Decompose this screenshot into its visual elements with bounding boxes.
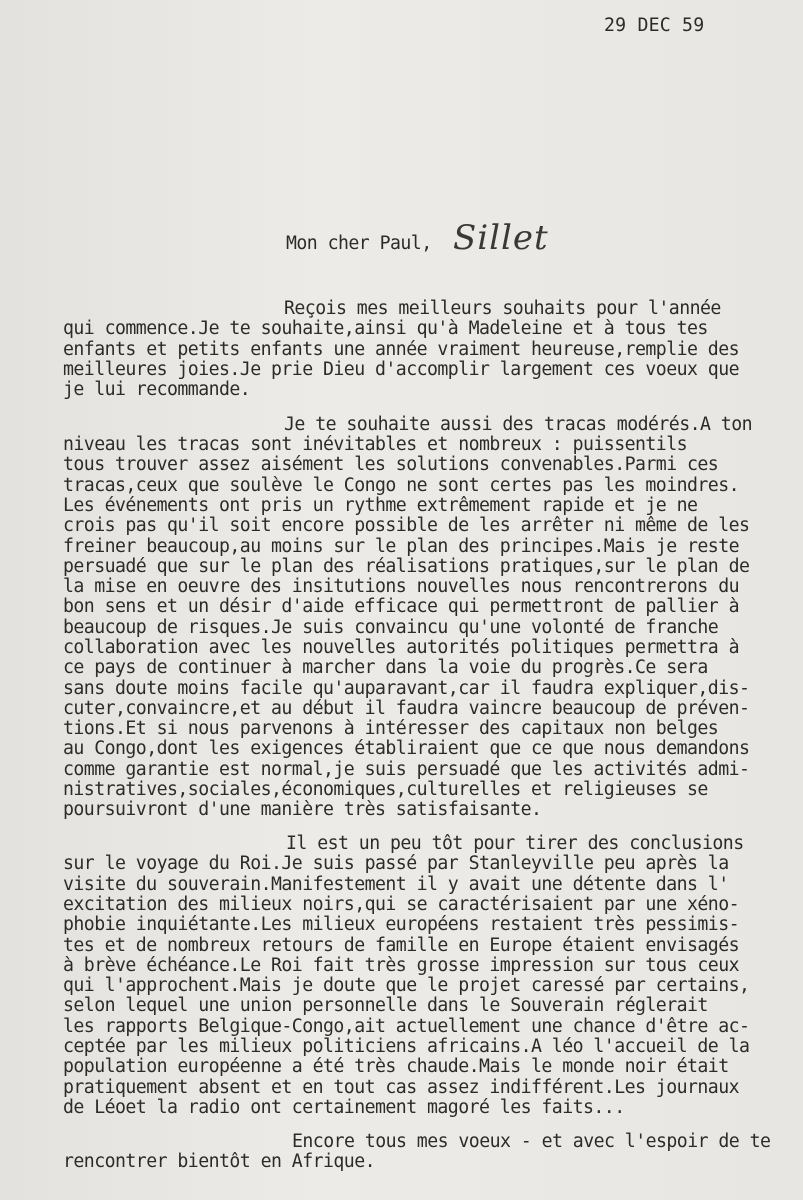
body-line: collaboration avec les nouvelles autorités politiques permettra à <box>63 637 739 658</box>
body-line: comme garantie est normal,je suis persuadé que les activités admi- <box>63 759 750 780</box>
body-line: à brève échéance.Le Roi fait très grosse impression sur tous ceux <box>63 955 739 976</box>
body-line: phobie inquiétante.Les milieux européens restaient très pessimis- <box>63 914 739 935</box>
body-line: sur le voyage du Roi.Je suis passé par Stanleyville peu après la <box>63 853 729 874</box>
body-line: Reçois mes meilleurs souhaits pour l'année <box>284 298 721 319</box>
body-line: je lui recommande. <box>63 379 251 400</box>
body-line: au Congo,dont les exigences établiraient que ce que nous demandons <box>63 738 750 759</box>
body-line: Je te souhaite aussi des tracas modérés.A ton <box>284 414 752 435</box>
body-line: qui l'approchent.Mais je doute que le projet caressé par certains, <box>63 975 750 996</box>
body-line: cuter,convaincre,et au début il faudra vaincre beaucoup de préven- <box>63 698 750 719</box>
body-line: les rapports Belgique-Congo,ait actuellement une chance d'être ac- <box>63 1016 750 1037</box>
body-line: tracas,ceux que soulève le Congo ne sont certes pas les moindres. <box>63 475 739 496</box>
body-line: de Léoet la radio ont certainement magoré les faits... <box>63 1097 625 1118</box>
letter-date: 29 DEC 59 <box>604 15 705 36</box>
body-line: tions.Et si nous parvenons à intéresser des capitaux non belges <box>63 718 719 739</box>
body-line: population européenne a été très chaude.Mais le monde noir était <box>63 1056 729 1077</box>
body-line: Les événements ont pris un rythme extrêmement rapide et je ne <box>63 495 698 516</box>
body-line: qui commence.Je te souhaite,ainsi qu'à Madeleine et à tous tes <box>63 318 708 339</box>
body-line: Encore tous mes voeux - et avec l'espoir de te <box>292 1131 771 1152</box>
body-line: ceptée par les milieux politiciens africains.A léo l'accueil de la <box>63 1036 750 1057</box>
body-line: rencontrer bientôt en Afrique. <box>63 1151 375 1172</box>
body-line: niveau les tracas sont inévitables et nombreux : puissentils <box>63 434 687 455</box>
body-line: Il est un peu tôt pour tirer des conclusions <box>286 833 744 854</box>
body-line: sans doute moins facile qu'auparavant,car il faudra expliquer,dis- <box>63 678 750 699</box>
body-line: persuadé que sur le plan des réalisations pratiques,sur le plan de <box>63 556 750 577</box>
body-line: excitation des milieux noirs,qui se caractérisaient par une xéno- <box>63 894 739 915</box>
body-line: la mise en oeuvre des insitutions nouvelles nous rencontrerons du <box>63 576 739 597</box>
body-line: meilleures joies.Je prie Dieu d'accomplir largement ces voeux que <box>63 359 739 380</box>
body-line: ce pays de continuer à marcher dans la voie du progrès.Ce sera <box>63 657 708 678</box>
body-line: freiner beaucoup,au moins sur le plan des principes.Mais je reste <box>63 536 739 557</box>
body-line: pratiquement absent et en tout cas assez indifférent.Les journaux <box>63 1077 739 1098</box>
body-line: tes et de nombreux retours de famille en Europe étaient envisagés <box>63 935 739 956</box>
body-line: crois pas qu'il soit encore possible de les arrêter ni même de les <box>63 515 750 536</box>
body-line: enfants et petits enfants une année vraiment heureuse,remplie des <box>63 339 739 360</box>
handwritten-annotation: Sillet <box>453 218 549 258</box>
salutation: Mon cher Paul, <box>286 233 432 254</box>
body-line: beaucoup de risques.Je suis convaincu qu'une volonté de franche <box>63 617 719 638</box>
body-line: poursuivront d'une manière très satisfaisante. <box>63 799 542 820</box>
body-line: bon sens et un désir d'aide efficace qui permettront de pallier à <box>63 596 739 617</box>
body-line: tous trouver assez aisément les solutions convenables.Parmi ces <box>63 454 719 475</box>
body-line: visite du souverain.Manifestement il y avait une détente dans l' <box>63 874 729 895</box>
body-line: selon lequel une union personnelle dans le Souverain réglerait <box>63 995 708 1016</box>
body-line: nistratives,sociales,économiques,culturelles et religieuses se <box>63 779 708 800</box>
